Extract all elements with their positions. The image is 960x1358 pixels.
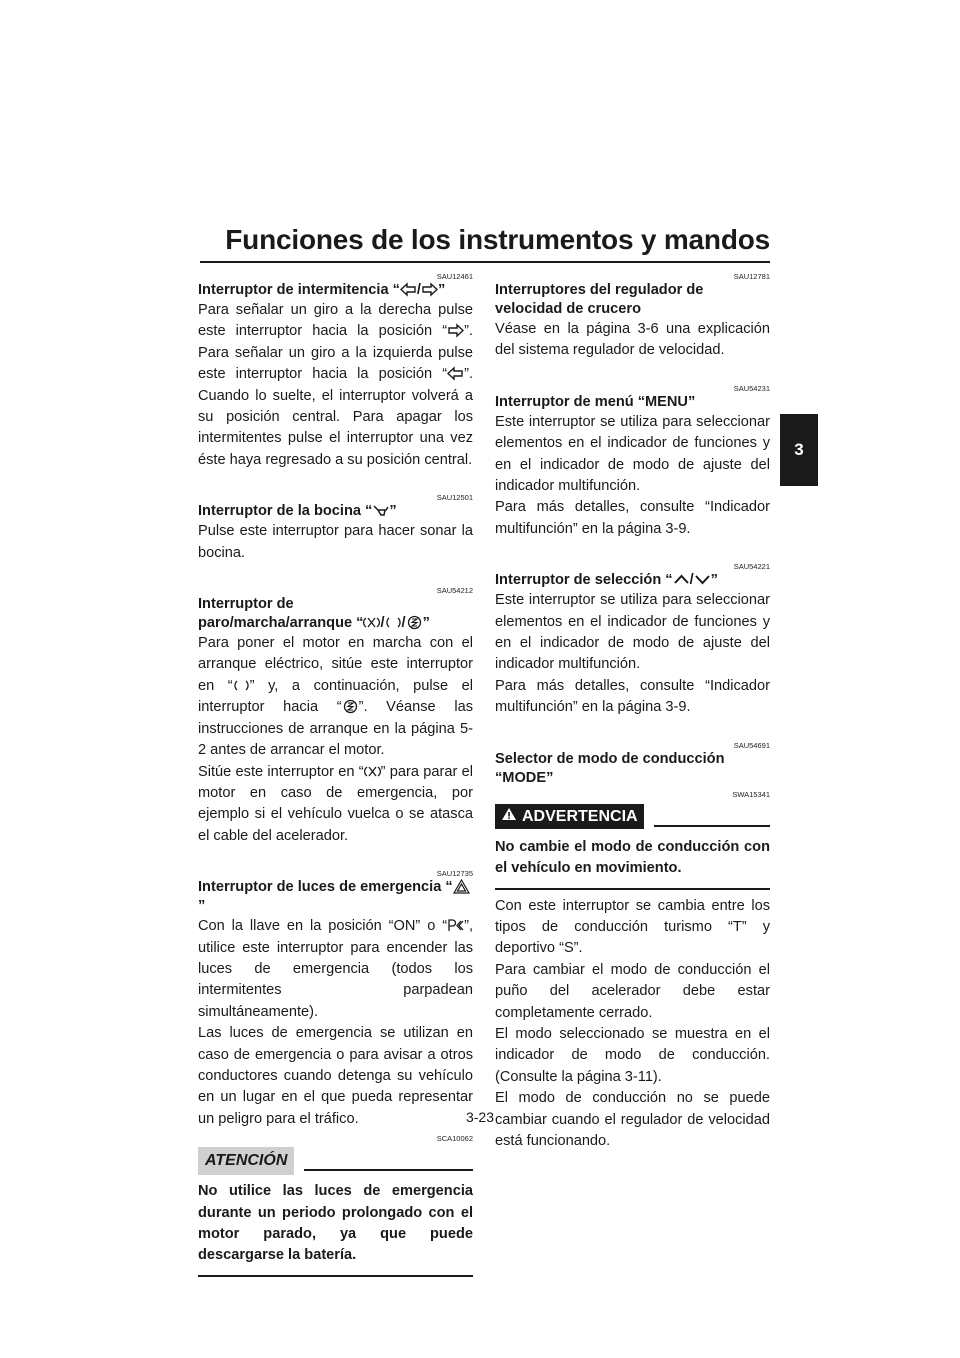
header-rule (200, 261, 770, 263)
engine-start-icon (342, 699, 359, 714)
notice-bottom-rule (198, 1275, 473, 1277)
paragraph: Véase en la página 3-6 una explicación del sistema regulador de velocidad. (495, 321, 770, 359)
section-code: SAU12781 (733, 272, 770, 281)
paragraph: Para más detalles, consulte “Indicador multifunción” en la página 3-9. (495, 499, 770, 537)
text: ”. Cuando lo suelte, el interruptor volverá a su posición central. Para apagar los intermitentes pulse el interruptor una vez éste haya regresado a su posición central. (198, 366, 473, 468)
heading-cruise: Interruptores del regulador de velocidad de crucero (495, 282, 704, 317)
heading-text: ” (710, 572, 718, 589)
heading-text: ” (422, 615, 430, 632)
heading-text: ” (389, 503, 397, 520)
text: ” y, a continuación, pulse el interruptor hacia “ (198, 677, 473, 716)
section-code: SAU12501 (436, 493, 473, 503)
section-code: SAU54212 (436, 586, 473, 596)
paragraph: Este interruptor se utiliza para seleccionar elementos en el indicador de funciones y en el indicador de modo de ajuste del indicador multifunción. (495, 592, 770, 673)
text: ”. Para señalar un giro a la izquierda pulse este interruptor hacia la posición “ (198, 323, 473, 383)
heading-select: Interruptor de selección “ / ” (495, 572, 718, 589)
notice-header (495, 803, 770, 831)
page-number: 3-23 (465, 1109, 495, 1125)
paragraph: Las luces de emergencia se utilizan en caso de emergencia o para avisar a otros conductores cuando detenga su vehículo en un lugar en el que pueda representar un peligro para el tráfico. (198, 1025, 473, 1127)
text: ” para parar el motor en caso de emergencia, por ejemplo si el vehículo vuelca o se atasca el cable del acelerador. (198, 763, 473, 844)
text: Con la llave en la posición “ON” o “ (198, 918, 448, 935)
text: Sitúe este interruptor en “ (198, 763, 364, 780)
turn-left-icon (400, 282, 417, 297)
heading-turn-signal: Interruptor de intermitencia “ / ” (198, 282, 446, 298)
text: Para señalar un giro a la derecha pulse este interruptor hacia la posición “ (198, 302, 473, 340)
paragraph (198, 300, 473, 471)
text: ”, utilice este interruptor para encender las luces de emergencia (todos los intermitentes parpadean simultáneamente). (198, 918, 473, 1020)
heading-stop-start: Interruptor de paro/marcha/arranque “ / / ” (198, 595, 473, 633)
engine-stop-icon (363, 615, 380, 630)
notice-text: No cambie el modo de conducción con el vehículo en movimiento. (495, 838, 770, 877)
engine-stop-icon (364, 764, 381, 779)
notice-code: SWA15341 (732, 789, 770, 799)
notice-code: SCA10062 (436, 1134, 473, 1144)
paragraph: Para más detalles, consulte “Indicador multifunción” en la página 3-9. (495, 677, 770, 716)
paragraph: Para cambiar el modo de conducción el puño del acelerador debe estar completamente cerrado. (495, 961, 770, 1021)
engine-run-icon (233, 678, 250, 693)
notice-text: No utilice las luces de emergencia durante un periodo prolongado con el motor parado, ya que puede descargarse la batería. (198, 1183, 473, 1264)
text: ”. Véanse las instrucciones de arranque en la página 5-2 antes de arrancar el motor. (198, 699, 473, 759)
heading-text: Interruptor de intermitencia “ (198, 282, 400, 298)
paragraph: Este interruptor se utiliza para seleccionar elementos en el indicador de funciones y en el indicador de modo de ajuste del indicador multifunción. (495, 413, 770, 495)
right-column (495, 272, 770, 1152)
horn-icon (372, 503, 389, 518)
paragraph: Pulse este interruptor para hacer sonar la bocina. (198, 523, 473, 561)
paragraph (198, 762, 473, 848)
left-column (198, 272, 473, 1277)
chevron-up-icon (673, 572, 690, 587)
engine-run-icon (385, 615, 402, 630)
paragraph: El modo seleccionado se muestra en el indicador de modo de conducción. (Consulte la página 3-11). (495, 1025, 770, 1085)
section-code: SAU54221 (733, 562, 770, 572)
turn-left-icon (447, 366, 464, 381)
caution-notice (198, 1147, 473, 1277)
heading-text: paro/marcha/arranque “ (198, 615, 364, 632)
notice-rule (654, 825, 770, 827)
section-code: SAU12461 (436, 272, 473, 281)
warning-badge (495, 804, 644, 829)
paragraph: Con este interruptor se cambia entre los tipos de conducción turismo “T” y deportivo “S”. (495, 897, 770, 957)
warning-icon (501, 806, 517, 827)
heading-text: Interruptor de luces de emergencia “ (198, 879, 453, 896)
chapter-tab: 3 (780, 414, 818, 486)
chevron-down-icon (694, 572, 711, 587)
warning-label: ADVERTENCIA (522, 807, 638, 825)
heading-text: Interruptor de (198, 596, 294, 613)
heading-hazard (198, 878, 473, 916)
section-code: SAU54231 (733, 383, 770, 393)
caution-label: ATENCIÓN (198, 1147, 294, 1174)
text: Para poner el motor en marcha con el arranque eléctrico, sitúe este interruptor en “ (198, 635, 473, 694)
heading-text: ” (437, 282, 446, 298)
warning-notice (495, 803, 770, 890)
section-code: SAU54691 (733, 740, 770, 750)
heading-text: ” (198, 898, 206, 915)
notice-rule (304, 1169, 473, 1171)
hazard-icon (453, 879, 470, 894)
paragraph: El modo de conducción no se puede cambiar cuando el regulador de velocidad está funcionando. (495, 1090, 770, 1149)
page-title: Funciones de los instrumentos y mandos (225, 224, 770, 255)
notice-header (198, 1147, 473, 1175)
paragraph (198, 633, 473, 761)
heading-menu: Interruptor de menú “MENU” (495, 393, 696, 410)
parking-icon (447, 918, 464, 933)
heading-text: Interruptor de la bocina “ (198, 503, 373, 520)
heading-text: Interruptor de selección “ (495, 572, 673, 589)
paragraph (198, 916, 473, 1023)
engine-start-icon (406, 615, 423, 630)
turn-right-icon (447, 323, 464, 338)
section-code: SAU12735 (436, 869, 473, 879)
heading-horn (198, 502, 473, 521)
heading-drive-mode: Selector de modo de conducción “MODE” (495, 750, 725, 786)
turn-right-icon (421, 282, 438, 297)
